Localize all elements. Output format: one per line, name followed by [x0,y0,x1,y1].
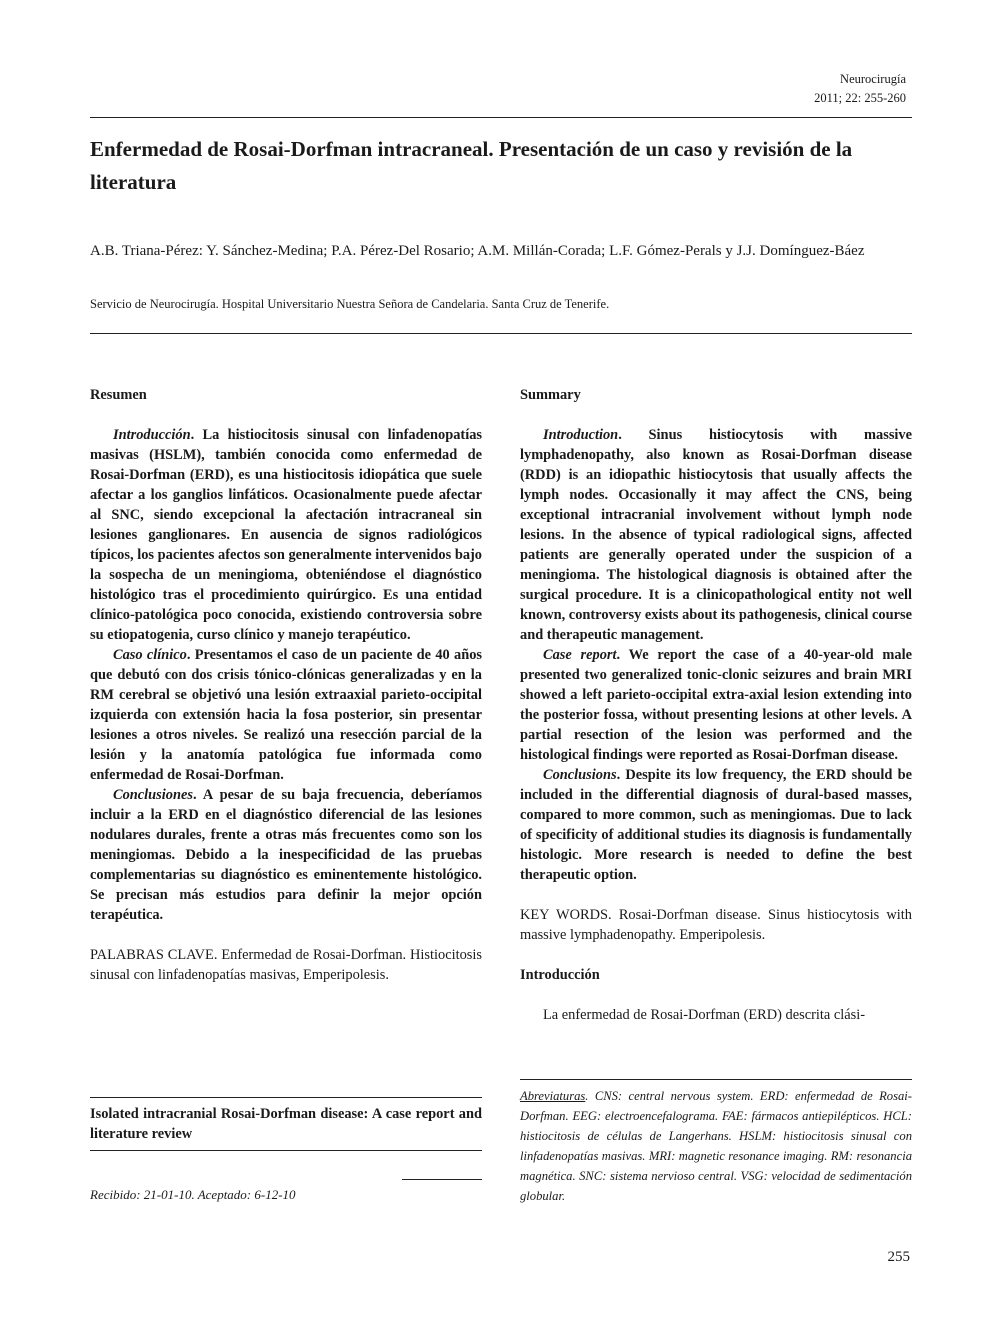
resumen-case-label: Caso clínico [113,647,187,663]
summary-intro [520,425,912,645]
authors: A.B. Triana-Pérez: Y. Sánchez-Medina; P.A. Pérez-Del Rosario; A.M. Millán-Corada; L.F. Gómez-Perals y J.J. Domínguez-Báez [90,243,865,259]
introduccion-heading: Introducción [520,967,600,983]
english-title: Isolated intracranial Rosai-Dorfman disease: A case report and literature review [90,1106,482,1142]
resumen-section [90,385,482,985]
summary-intro-label: Introduction [543,427,619,443]
resumen-body [90,425,482,925]
footnote-rule [520,1079,912,1080]
resumen-case [90,645,482,785]
received-dates: Recibido: 21-01-10. Aceptado: 6-12-10 [90,1187,296,1202]
page-number: 255 [887,1249,910,1265]
summary-section [520,385,912,1025]
summary-intro-text: . Sinus histiocytosis with massive lymphadenopathy, also known as Rosai-Dorfman disease (RDD) is an idiopathic histiocytosis that usually affects the lymph nodes. Occasionally it may affect the CNS, being exceptional intracranial involvement without lymph node lesions. In the absence of typical radiological signs, affected patients are generally operated under the suspicion of a meningioma. The histological diagnosis is obtained after the surgical procedure. It is a clinicopathological entity not well known, controversy exists about its pathogenesis, clinical course and therapeutic management. [520,427,912,643]
summary-keywords: KEY WORDS. Rosai-Dorfman disease. Sinus histiocytosis with massive lymphadenopathy. Emperipolesis. [520,907,912,943]
abbreviations-text: . CNS: central nervous system. ERD: enfermedad de Rosai-Dorfman. EEG: electroencefalograma. FAE: fármacos antiepilépticos. HCL: histiocitosis de células de Langerhans. HSLM: histiocitosis sinusal con linfadenopatías masivas. MRI: magnetic resonance imaging. RM: resonancia magnética. SNC: sistema nervioso central. VSG: velocidad de sedimentación globular. [520,1089,912,1203]
dates-rule [402,1179,482,1180]
summary-heading: Summary [520,387,581,403]
title-rule [90,333,912,334]
summary-concl-label: Conclusions [543,767,617,783]
summary-case-label: Case report [543,647,617,663]
resumen-case-text: . Presentamos el caso de un paciente de 40 años que debutó con dos crisis tónico-clónicas generalizadas y en la RM cerebral se objetivó una lesión extraaxial parieto-occipital izquierda con extensión hacia la fosa posterior, sin presentar lesiones a otros niveles. Se realizó una resección parcial de la lesión y la anatomía patológica fue informada como enfermedad de Rosai-Dorfman. [90,647,482,783]
summary-concl-text: . Despite its low frequency, the ERD should be included in the differential diagnosis of dural-based masses, compared to more common, such as meningiomas. Due to lack of specificity of additional studies its diagnosis is fundamentally histologic. More research is needed to define the best therapeutic option. [520,767,912,883]
resumen-keywords: PALABRAS CLAVE. Enfermedad de Rosai-Dorfman. Histiocitosis sinusal con linfadenopatías masivas, Emperipolesis. [90,947,482,983]
resumen-intro-label: Introducción [113,427,191,443]
english-title-bottom-rule [90,1150,482,1151]
resumen-conclusions [90,785,482,925]
article-title: Enfermedad de Rosai-Dorfman intracraneal. Presentación de un caso y revisión de la literatura [90,137,853,194]
journal-name: Neurocirugía [840,72,906,86]
resumen-intro-text: . La histiocitosis sinusal con linfadenopatías masivas (HSLM), también conocida como enfermedad de Rosai-Dorfman (ERD), es una histiocitosis idiopática que suele afectar a los ganglios linfáticos. Ocasionalmente puede afectar al SNC, siendo excepcional la afectación intracraneal sin lesiones ganglionares. En ausencia de signos radiológicos típicos, los pacientes afectos son generalmente intervenidos bajo la sospecha de un meningioma, obteniéndose el diagnóstico histológico tras el procedimiento quirúrgico. Es una entidad clínico-patológica poco conocida, existiendo controversia sobre su etiopatogenia, curso clínico y manejo terapéutico. [90,427,482,643]
summary-case-text: . We report the case of a 40-year-old male presented two generalized tonic-clonic seizures and brain MRI showed a left parieto-occipital extra-axial lesion extending into the posterior fossa, without presenting lesions at other levels. A partial resection of the lesion was performed and the histological findings were reported as Rosai-Dorfman disease. [520,647,912,763]
affiliation: Servicio de Neurocirugía. Hospital Universitario Nuestra Señora de Candelaria. Santa Cruz de Tenerife. [90,297,610,311]
header-rule [90,117,912,118]
summary-conclusions [520,765,912,885]
resumen-concl-text: . A pesar de su baja frecuencia, deberíamos incluir a la ERD en el diagnóstico diferencial de las lesiones nodulares durales, frente a otras más frecuentes como son los meningiomas. Debido a la inespecificidad de las pruebas complementarias su diagnóstico es eminentemente histológico. Se precisan más estudios para definir la mejor opción terapéutica. [90,787,482,923]
introduccion-text: La enfermedad de Rosai-Dorfman (ERD) descrita clási- [543,1007,866,1023]
resumen-heading: Resumen [90,387,147,403]
resumen-concl-label: Conclusiones [113,787,193,803]
resumen-intro [90,425,482,645]
journal-header [814,70,906,108]
abbreviations-label: Abreviaturas [520,1089,586,1103]
abbreviations-footnote [520,1086,912,1206]
journal-citation: 2011; 22: 255-260 [814,91,906,105]
summary-case [520,645,912,765]
english-title-top-rule [90,1097,482,1098]
summary-body [520,425,912,885]
